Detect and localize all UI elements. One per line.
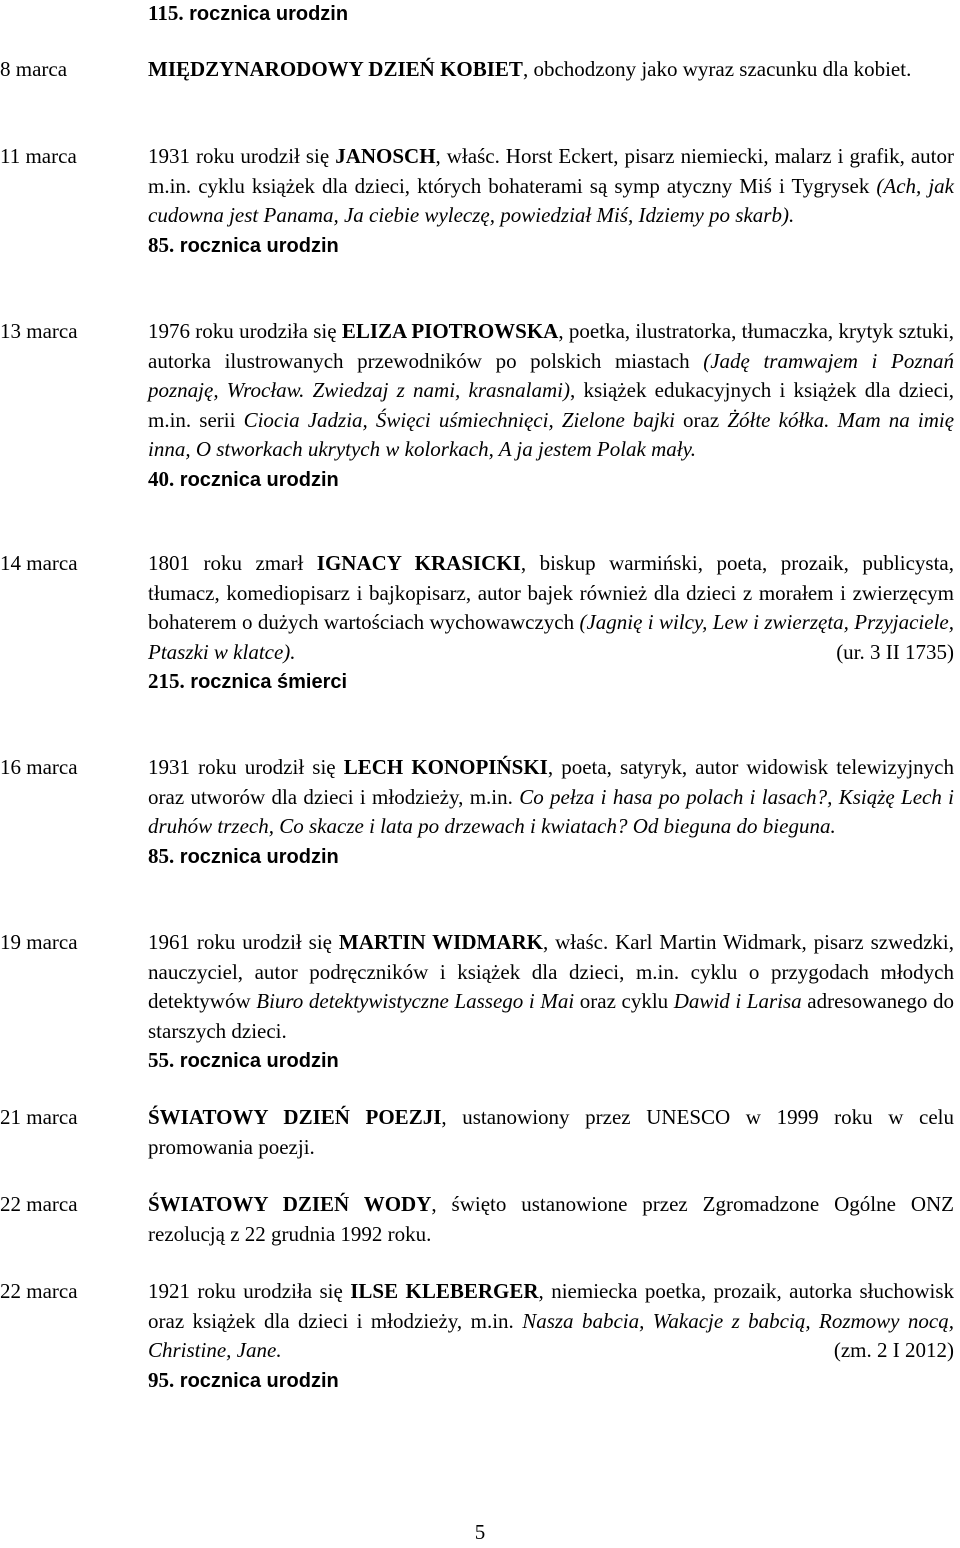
entry-text: ŚWIATOWY DZIEŃ WODY, święto ustanowione przez Zgromadzone Ogólne ONZ rezolucją z 22 grudnia 1992 roku. (148, 1192, 954, 1246)
entry-text: 1976 roku urodziła się ELIZA PIOTROWSKA, poetka, ilustratorka, tłumaczka, krytyk sztuki, autorka ilustrowanych przewodników po polskich miastach (Jadę tramwajem i Poznań poznaję, Wrocław. Zwiedzaj z nami, krasnalami), książek edukacyjnych i książek dla dzieci, m.in. serii Ciocia Jadzia, Święci uśmiechnięci, Zielone bajki oraz Żółte kółka. Mam na imię inna, O stworkach ukrytych w kolorkach, A ja jestem Polak mały. (148, 319, 955, 461)
entry-text: 1931 roku urodził się JANOSCH, właśc. Horst Eckert, pisarz niemiecki, malarz i grafik, autor m.in. cyklu książek dla dzieci, których bohaterami są symp atyczny Miś i Tygrysek (Ach, jak cudowna jest Panama, Ja ciebie wyleczę, powiedział Miś, Idziemy po skarb). (148, 144, 955, 227)
entry-date: 16 marca (0, 755, 78, 779)
entry-date: 8 marca (0, 57, 68, 81)
entry-body (148, 142, 954, 261)
anniversary-line: 40. rocznica urodzin (148, 466, 339, 491)
entry-date: 14 marca (0, 551, 78, 575)
anniversary-line: 85. rocznica urodzin (148, 843, 339, 868)
entry-body (148, 55, 954, 85)
entry-body (148, 1190, 954, 1249)
life-dates: (ur. 3 II 1735) (836, 639, 954, 664)
entry-text: 1961 roku urodził się MARTIN WIDMARK, właśc. Karl Martin Widmark, pisarz szwedzki, nauczyciel, autor podręczników i książek dla dzieci, m.in. cyklu o przygodach młodych detektywów Biuro detektywistyczne Lassego i Mai oraz cyklu Dawid i Larisa adresowanego do starszych dzieci. (148, 930, 955, 1043)
life-dates: (zm. 2 I 2012) (833, 1338, 954, 1362)
anniversary-line: 215. rocznica śmierci (148, 669, 348, 693)
entry-text: 1931 roku urodził się LECH KONOPIŃSKI, poeta, satyryk, autor widowisk telewizyjnych oraz utworów dla dzieci i młodzieży, m.in. Co pełza i hasa po polach i lasach?, Książę Lech i druhów trzech, Co skacze i lata po drzewach i kwiatach? Od bieguna do bieguna. (148, 755, 955, 838)
entry-date: 13 marca (0, 319, 78, 343)
entry-text: 1921 roku urodziła się ILSE KLEBERGER, niemiecka poetka, prozaik, autorka słuchowisk oraz książek dla dzieci i młodzieży, m.in. Nasza babcia, Wakacje z babcią, Rozmowy nocą, Christine, Jane. (zm. 2 I 2012) (148, 1277, 954, 1366)
anniversary-line: 55. rocznica urodzin (148, 1048, 339, 1072)
anniversary-line: 95. rocznica urodzin (148, 1367, 339, 1392)
page-number: 5 (474, 1520, 486, 1544)
anniversary-line: 85. rocznica urodzin (148, 232, 339, 257)
entry-date: 11 marca (0, 144, 77, 168)
entry-text: ŚWIATOWY DZIEŃ POEZJI, ustanowiony przez UNESCO w 1999 roku w celu promowania poezji. (148, 1105, 955, 1159)
anniversary-line: 115. rocznica urodzin (148, 1, 349, 25)
entry-body (148, 1103, 954, 1162)
entry-text: MIĘDZYNARODOWY DZIEŃ KOBIET, obchodzony jako wyraz szacunku dla kobiet. (148, 57, 912, 81)
entry-body (148, 928, 954, 1077)
entry-body (148, 549, 954, 698)
entry-text: 1801 roku zmarł IGNACY KRASICKI, biskup warmiński, poeta, prozaik, publicysta, tłumacz, komediopisarz i bajkopisarz, autor bajek również dla dzieci z morałem i zwierzęcym bohaterem o dużych wartościach wychowawczych (Jagnię i wilcy, Lew i zwierzęta, Przyjaciele, Ptaszki w klatce). (ur. 3 II 1735) (148, 549, 954, 667)
entry-body (148, 1277, 954, 1396)
entry-body (148, 317, 954, 495)
entry-date: 19 marca (0, 930, 78, 954)
entry-date: 22 marca (0, 1279, 78, 1303)
entry-date: 22 marca (0, 1192, 78, 1216)
entry-body (148, 753, 954, 872)
entry-date: 21 marca (0, 1105, 78, 1129)
